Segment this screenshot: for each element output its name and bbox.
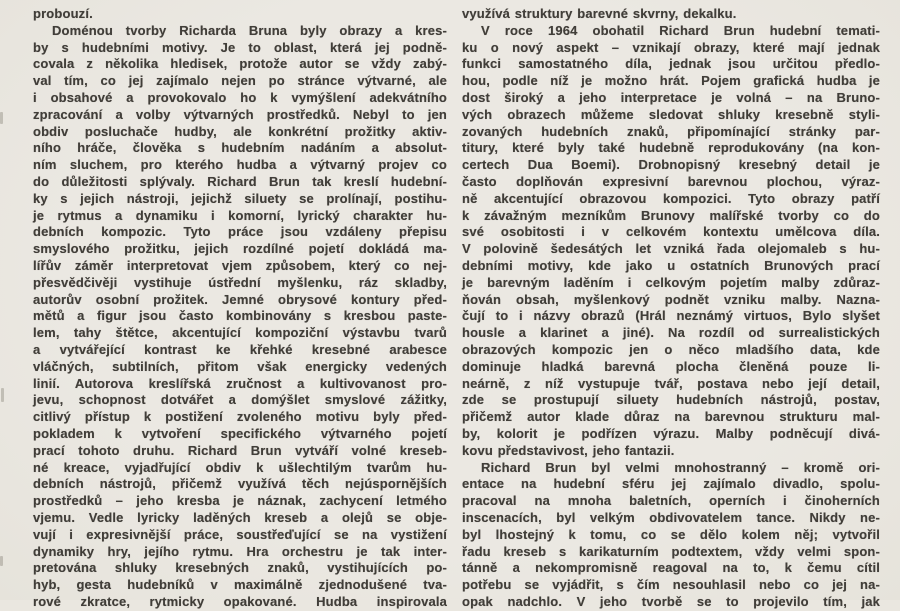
text-line: vláčných, subtilních, přitom však energicky vedených xyxy=(33,358,447,374)
text-line: titury, které byly také hudebně reprodukovány (na kon- xyxy=(462,140,880,156)
text-column-right xyxy=(462,6,880,611)
text-line: debními motivy, kde jako u ostatních Brunových prací xyxy=(462,257,880,273)
text-line: obrazových kompozic jen o něco mladšího data, kde xyxy=(462,341,880,357)
text-line: autorův osobní prožitek. Jemné obrysové kontury před- xyxy=(33,291,447,307)
text-line: housle a klarinet a jiné). Na rozdíl od surrealistických xyxy=(462,325,880,341)
text-line: Doménou tvorby Richarda Bruna byly obrazy a kres- xyxy=(52,22,447,38)
text-line: k závažným mezníkům Brunovy malířské tvorby co do xyxy=(462,207,880,223)
text-line: potřebu se vyjádřit, s čím nesouhlasil nebo co jej na- xyxy=(462,577,880,593)
text-line: debních kompozic. Tyto práce jsou vzdáleny přepisu xyxy=(33,224,447,240)
scan-artifact xyxy=(1,388,4,402)
text-line: přesvědčivěji vystihuje ústřední myšlenku, ráz skladby, xyxy=(33,274,447,290)
text-line: debních nástrojů, přičemž využívá těch nejúspornějších xyxy=(33,476,447,492)
text-line: své osobitosti i v celkovém kontextu umělcova díla. xyxy=(462,224,880,240)
text-line: citlivý přístup k postižení zvoleného motivu byly před- xyxy=(33,409,447,425)
text-line: byl lhostejný k tomu, co se dělo kolem něj; vytvořil xyxy=(462,526,880,542)
text-line: ním sluchem, pro kterého hudba a výtvarný projev co xyxy=(33,157,447,173)
text-line: by s hudebními motivy. Je to oblast, která jej podně- xyxy=(33,39,447,55)
text-line: neárně, z níž vystupuje tvář, postava nebo její detail, xyxy=(462,375,880,391)
text-line: do důležitosti splývaly. Richard Brun tak kreslí hudební- xyxy=(33,173,447,189)
text-line: V roce 1964 obohatil Richard Brun hudební temati- xyxy=(481,22,880,38)
text-line: zpracování a volby výtvarných prostředků. Nebyl to jen xyxy=(33,106,447,122)
text-line: dost široký a jeho interpretace je volná – na Bruno- xyxy=(462,89,880,105)
text-line: využívá struktury barevné skvrny, dekalku. xyxy=(462,6,737,21)
text-line: obdiv posluchače hudby, ale konkrétní prožitky aktiv- xyxy=(33,123,447,139)
text-line: vují i expresivnější práce, soustřeďující se na vystižení xyxy=(33,526,447,542)
text-line: zde se prostupují siluety hudebních nástrojů, postav, xyxy=(462,392,880,408)
text-line: opak nadchlo. V jeho tvorbě se to projevilo tím, jak xyxy=(462,593,880,609)
text-line: ňován obsah, myšlenkový podnět vzniku malby. Nazna- xyxy=(462,291,880,307)
text-line: řadu kreseb s karikaturním podtextem, vždy velmi spon- xyxy=(462,543,880,559)
text-line: dynamiky hry, jejího rytmu. Hra orchestru je tak inter- xyxy=(33,543,447,559)
text-line: vých obrazech můžeme sledovat shluky kresebně styli- xyxy=(462,106,880,122)
text-line: by, kolorit je podřízen výrazu. Malby podněcují divá- xyxy=(462,425,880,441)
text-line: ky s jejich nástroji, jejichž siluety se prolínají, postihu- xyxy=(33,190,447,206)
text-line: hou, podle níž je možno hrát. Pojem grafická hudba je xyxy=(462,73,880,89)
text-line: V polovině šedesátých let vzniká řada olejomaleb s hu- xyxy=(462,241,880,257)
text-line: jevu, schopnost dotvářet a domýšlet smyslové zážitky, xyxy=(33,392,447,408)
text-line: ního hráče, člověka s hudebním nadáním a absolut- xyxy=(33,140,447,156)
text-line: pretována shluky kresebných znaků, vystihujících po- xyxy=(33,560,447,576)
text-line: val tím, co jej zajímalo nejen po stránce výtvarné, ale xyxy=(33,73,447,89)
text-line: prostředků – jeho kresba je náznak, zachycení letmého xyxy=(33,493,447,509)
text-line: rové zkratce, rytmicky opakované. Hudba inspirovala xyxy=(33,593,447,609)
text-line: je rytmus a dynamiku i komorní, lyrický charakter hu- xyxy=(33,207,447,223)
text-line: smyslového prožitku, jejich rozdílné pojetí dokládá ma- xyxy=(33,241,447,257)
text-line: pokladem k vytvoření specifického výtvarného pojetí xyxy=(33,425,447,441)
text-line: lem, tahy štětce, akcentující kompoziční výstavbu tvarů xyxy=(33,325,447,341)
text-line: a vytvářející kontrast ke křehké kresebné arabesce xyxy=(33,341,447,357)
text-line: dominuje hladká barevná plocha členěná pouze li- xyxy=(462,358,880,374)
text-line: né kreace, vyjadřující obdiv k ušlechtilým tvarům hu- xyxy=(33,459,447,475)
text-line: ku o nový aspekt – vznikají obrazy, které mají jednak xyxy=(462,39,880,55)
scan-artifact xyxy=(0,556,3,566)
text-line: pracoval na mnoha baletních, operních i činoherních xyxy=(462,493,880,509)
text-line: probouzí. xyxy=(33,6,93,21)
text-line: Richard Brun byl velmi mnohostranný – kromě ori- xyxy=(481,459,880,475)
text-line: prací tohoto druhu. Richard Brun vytváří volné kreseb- xyxy=(33,442,447,458)
text-column-left xyxy=(33,6,447,611)
text-line: covala z několika hledisek, protože autor se vždy zabý- xyxy=(33,56,447,72)
text-line: hyb, gesta hudebníků v maximálně zjednodušené tva- xyxy=(33,577,447,593)
text-line: přičemž autor klade důraz na barevnou strukturu mal- xyxy=(462,409,880,425)
text-line: entace na hudební sféru jej zajímalo divadlo, spolu- xyxy=(462,476,880,492)
text-line: tánně a nekompromisně reagoval na to, k čemu cítil xyxy=(462,560,880,576)
text-line: mětů a figur jsou často kombinovány s kresbou paste- xyxy=(33,308,447,324)
text-line: inscenacích, byl velkým obdivovatelem tance. Nikdy ne- xyxy=(462,509,880,525)
text-line: lířův záměr interpretovat vjem způsobem, který co nej- xyxy=(33,257,447,273)
text-line: i obsahové a provokovalo ho k vymýšlení adekvátního xyxy=(33,89,447,105)
text-line: často doplňován expresivní barevnou plochou, výraz- xyxy=(462,173,880,189)
text-line: funkci samostatného díla, jednak jsou určitou předlo- xyxy=(462,56,880,72)
text-line: je barevným laděním i celkovým pojetím malby zdůraz- xyxy=(462,274,880,290)
text-line: zovaných hudebních znaků, připomínající stránky par- xyxy=(462,123,880,139)
scan-artifact xyxy=(0,112,3,124)
text-line: kovu představivost, jeho fantazii. xyxy=(462,442,675,458)
text-line: ně akcentující obrazovou kompozici. Tyto obrazy patří xyxy=(462,190,880,206)
text-line: linií. Autorova kreslířská zručnost a kultivovanost pro- xyxy=(33,375,447,391)
text-line: čují to i názvy obrazů (Hrál neznámý virtuos, Bylo slyšet xyxy=(462,308,880,324)
text-line: vjemu. Vedle lyricky laděných kreseb a olejů se obje- xyxy=(33,509,447,525)
text-line: certech Dua Boemi). Drobnopisný kresebný detail je xyxy=(462,157,880,173)
